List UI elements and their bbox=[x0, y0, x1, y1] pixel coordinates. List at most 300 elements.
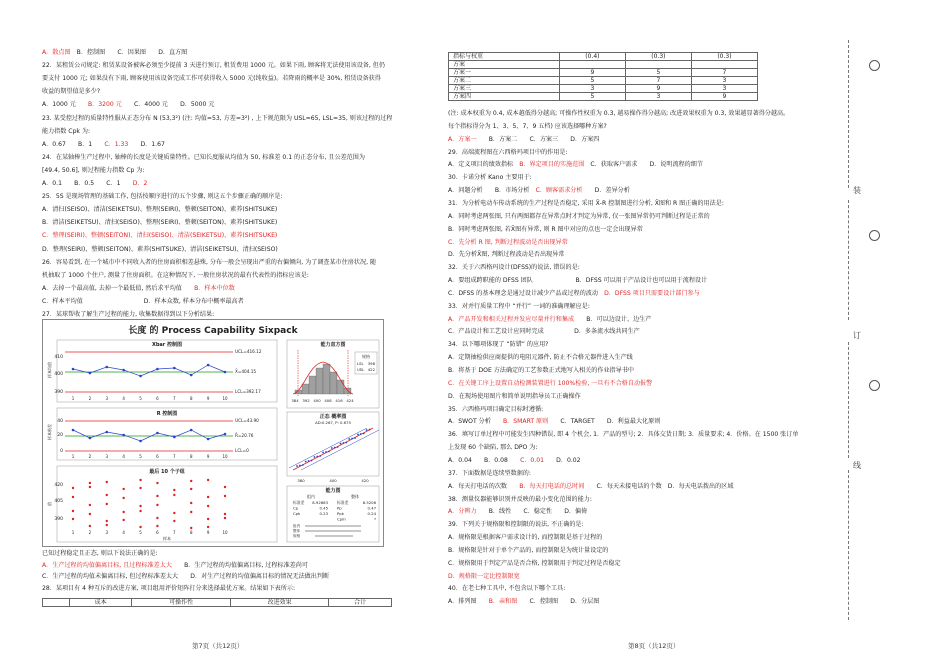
question-text: A．规格限是根据客户需求设计的, 而控制限是基于过程的 bbox=[448, 534, 603, 542]
left-line bbox=[42, 61, 385, 70]
hist-bar bbox=[337, 380, 344, 394]
r-xtick: 9 bbox=[206, 454, 210, 459]
binding-hole bbox=[869, 380, 880, 391]
right-line bbox=[448, 302, 590, 311]
cap-label-within: 组内 bbox=[293, 524, 301, 528]
table-cell: 3 bbox=[691, 85, 757, 93]
left-line bbox=[42, 153, 365, 162]
question-text: B．生产过程的均值偏离目标, 过程标准差尚可 bbox=[171, 561, 308, 569]
question-text: 29．高端流程图在六西格玛项目中的作用是: bbox=[448, 148, 568, 156]
prob-point bbox=[351, 438, 353, 440]
table-cell: 7 bbox=[625, 77, 691, 85]
left-line bbox=[42, 245, 278, 254]
last10-point bbox=[122, 488, 124, 490]
last10-point bbox=[207, 496, 209, 498]
r-ytick: 40 bbox=[57, 419, 63, 424]
xbar-point bbox=[224, 371, 227, 374]
cap-panel bbox=[287, 486, 379, 542]
cap-label-spec: 规格 bbox=[293, 534, 301, 538]
last10-point bbox=[224, 513, 226, 515]
within-value: 0.23 bbox=[319, 511, 328, 516]
question-text: [49.4, 50.6], 则过程能力指数 Cp 为: bbox=[42, 166, 145, 174]
table-cell: 7 bbox=[691, 69, 757, 77]
binding-hole bbox=[869, 230, 880, 241]
prob-point bbox=[345, 442, 347, 444]
question-text: C．规格限用于判定产品是否合格, 控制限用于判定过程是否稳定 bbox=[448, 559, 621, 567]
left-line bbox=[42, 140, 165, 149]
table-cell: 方案四 bbox=[449, 93, 560, 101]
prob-stats: AD:0.267, P: 0.675 bbox=[315, 420, 351, 425]
table-cell: 9 bbox=[691, 93, 757, 101]
last10-xtick: 6 bbox=[156, 530, 159, 535]
table-header-cell: 改进效果 bbox=[230, 599, 328, 607]
question-text: B．可以边设计、边生产 bbox=[574, 315, 652, 323]
binding-char-ding: 订 bbox=[853, 331, 861, 340]
prob-xtick: 400 bbox=[329, 478, 337, 483]
r-xtick: 8 bbox=[189, 454, 193, 459]
answer-text: A．产品开发和相关过程并发应尽量并行和集成 bbox=[448, 315, 575, 323]
xbar-xtick: 7 bbox=[173, 396, 176, 401]
prob-point bbox=[322, 452, 324, 454]
scheme-score-table bbox=[448, 52, 758, 101]
process-capability-sixpack bbox=[42, 319, 384, 547]
prob-point bbox=[354, 437, 356, 439]
right-line bbox=[448, 417, 660, 426]
last10-ylabel: 值 bbox=[47, 502, 52, 506]
r-xtick: 3 bbox=[105, 454, 109, 459]
xbar-center-label: X̄=404.15 bbox=[235, 369, 257, 374]
hist-xtick: 392 bbox=[302, 398, 310, 403]
left-after-line bbox=[42, 572, 329, 581]
last10-point bbox=[224, 517, 226, 519]
left-after-line bbox=[42, 549, 158, 558]
right-line bbox=[448, 212, 710, 221]
r-point bbox=[207, 438, 210, 441]
table-cell: 3 bbox=[559, 85, 625, 93]
xbar-chart-title: Xbar 控制图 bbox=[151, 342, 183, 348]
right-line bbox=[448, 379, 652, 388]
hist-bar bbox=[323, 364, 330, 394]
left-line bbox=[42, 166, 144, 175]
prob-point bbox=[340, 443, 342, 445]
within-value: 8.92683 bbox=[312, 500, 328, 505]
table-row bbox=[449, 53, 758, 61]
table-cell: 方案三 bbox=[449, 85, 560, 93]
table-cell: 3 bbox=[625, 93, 691, 101]
r-xtick: 1 bbox=[71, 454, 75, 459]
binding-margin bbox=[848, 0, 950, 672]
xbar-xtick: 3 bbox=[105, 396, 109, 401]
question-text: 30．卡诺分析 Kano 主要用于: bbox=[448, 174, 532, 182]
question-text: 37．下面数据是连续型数据的: bbox=[448, 469, 531, 477]
answer-text: D．规格限一定比控制限宽 bbox=[448, 572, 520, 580]
answer-text: C．顾客需求分析 bbox=[535, 187, 583, 195]
last10-ytick: 390 bbox=[54, 517, 63, 522]
page-number-8: 第8页（共12页） bbox=[628, 642, 680, 650]
right-line bbox=[448, 135, 599, 144]
question-text: 已知过程稳定且正态, 则以下说法正确的是: bbox=[42, 550, 158, 557]
answer-text: A．散点图 bbox=[42, 49, 71, 56]
question-text: A．0.67 B．1 bbox=[42, 140, 105, 148]
question-text: B．线性 C．稳定性 D．偏倚 bbox=[476, 508, 588, 516]
prob-point bbox=[366, 429, 368, 431]
left-line bbox=[42, 310, 214, 319]
question-text: 25．5S 是现场管理的基础工作, 包括按顺序进行的五个步骤, 则这五个步骤正确的顺序是: bbox=[42, 193, 283, 201]
xbar-point bbox=[89, 372, 92, 375]
answer-text: A．生产过程的均值偏离目标, 且过程标准差太大 bbox=[42, 561, 172, 569]
question-text: D．先分析X̄图, 判断过程波动是否出现异常 bbox=[448, 251, 565, 259]
answer-text: B．样本中位数 bbox=[194, 284, 235, 292]
answer-text: A．分辨力 bbox=[448, 508, 477, 516]
xbar-xtick: 9 bbox=[206, 396, 210, 401]
last10-xtick: 4 bbox=[122, 530, 125, 535]
answer-text: B．界定项目的实施范围 bbox=[519, 161, 585, 169]
left-after-line bbox=[42, 561, 308, 570]
question-text: 31．为分析电动车传动系统的生产过程是否稳定, 采用 X̄-R 控制图进行分析, X̄图和 R 图正确的用法是: bbox=[448, 199, 724, 207]
question-text: 26．容易看到, 在一个城市中不同收入者的住房面积相差悬殊, 分布一般会呈现出严重的右偏倾向, 为了调查某市住房状况, 随 bbox=[42, 258, 377, 266]
question-text: 40．在老七种工具中, 不包含以下哪个工具: bbox=[448, 585, 566, 593]
right-line bbox=[448, 597, 599, 606]
xbar-point bbox=[122, 369, 125, 372]
prob-point bbox=[311, 460, 313, 462]
left-line bbox=[42, 297, 244, 306]
r-xtick: 5 bbox=[139, 454, 142, 459]
prob-point bbox=[308, 460, 310, 462]
question-text: A．定义项目的绩效指标 bbox=[448, 161, 520, 169]
table-header-cell: 成本 bbox=[69, 599, 132, 607]
table-cell: 9 bbox=[559, 69, 625, 77]
cap-title: 能力图 bbox=[325, 488, 341, 494]
r-xtick: 10 bbox=[222, 454, 228, 459]
prob-point bbox=[369, 429, 371, 431]
hist-bar bbox=[330, 372, 337, 394]
question-text: A．要组成跨职能的 DFSS 团队 B．DFSS 可以用于产品设计也可以用于流程设计 bbox=[448, 277, 708, 285]
hist-bar bbox=[344, 388, 351, 394]
answer-text: C．整理(SEIRI)、整顿(SEITON)、清扫(SEISO)、清洁(SEIKETSU)、素养(SHITSUKE) bbox=[42, 232, 278, 240]
question-text: B．同时考虑两张图, 若X̄图有异常, 则 R 图中对应的点也一定会出现异常 bbox=[448, 225, 643, 233]
question-text: 收益的期望值是多少? bbox=[42, 88, 101, 96]
question-text: B．规格限是针对于单个产品的, 而控制限是为统计量设定的 bbox=[448, 546, 609, 554]
last10-point bbox=[190, 527, 192, 529]
question-text: 上发现 60 个缺陷, 那么 DPO 为: bbox=[448, 444, 538, 452]
last10-point bbox=[173, 489, 175, 491]
last10-point bbox=[122, 497, 124, 499]
table-cell: 3 bbox=[691, 77, 757, 85]
last10-xtick: 10 bbox=[222, 530, 228, 535]
question-text: D．差异分析 bbox=[582, 187, 630, 195]
overall-value: * bbox=[374, 516, 376, 522]
question-text: D．0.02 bbox=[543, 456, 581, 464]
last10-point bbox=[72, 496, 74, 498]
left-line bbox=[42, 231, 277, 240]
hist-xtick: 416 bbox=[335, 398, 343, 403]
answer-text: C．1.33 bbox=[104, 140, 129, 148]
xbar-xtick: 2 bbox=[88, 396, 92, 401]
last10-point bbox=[139, 505, 141, 507]
r-point bbox=[139, 440, 142, 443]
r-ylabel: 样本极差 bbox=[47, 424, 52, 440]
within-label: 标准差 bbox=[293, 500, 305, 505]
last10-point bbox=[207, 518, 209, 520]
last10-xtick: 1 bbox=[71, 530, 75, 535]
left-line bbox=[42, 284, 235, 293]
overall-title: 整体 bbox=[351, 494, 359, 499]
hist-xtick: 384 bbox=[291, 398, 299, 403]
left-line bbox=[42, 87, 100, 96]
last10-point bbox=[156, 517, 158, 519]
question-text: C．样本平均值 D．样本众数, 样本分布中概率最高者 bbox=[42, 297, 244, 305]
r-xtick: 4 bbox=[122, 454, 125, 459]
right-line bbox=[448, 225, 643, 234]
question-text: 38．测量仪器能够识别并反映的最小变化范围的能力: bbox=[448, 495, 592, 503]
right-line bbox=[448, 392, 581, 401]
page-7 bbox=[42, 0, 437, 672]
question-text: B．清洁(SEIKETSU)、清扫(SEISO)、整理(SEIRI)、整顿(SEITON)、素养(SHITSUKE) bbox=[42, 219, 278, 227]
r-point bbox=[122, 434, 125, 437]
question-text: 22．某租赁公司规定: 租赁某设备被客必须至少提前 3 天进行预订, 租赁费用 1000 元。如果下雨, 顾客将无法使用该设备, 但仍 bbox=[42, 62, 385, 70]
last10-point bbox=[89, 486, 91, 488]
question-text: A．同时考虑两张图, 只有两图都存在异常点时才判定为异常, 仅一张图异常仍可判断过程是正常的 bbox=[448, 212, 710, 220]
last10-point bbox=[139, 487, 141, 489]
r-point bbox=[72, 429, 75, 432]
prob-xtick: 380 bbox=[297, 478, 305, 483]
last10-point bbox=[156, 525, 158, 527]
question-text: C．产品设计和工艺设计应同时完成 D．多条流水线共同生产 bbox=[448, 328, 640, 336]
last10-point bbox=[89, 482, 91, 484]
r-point bbox=[224, 433, 227, 436]
table-cell: 9 bbox=[625, 85, 691, 93]
prob-point bbox=[363, 433, 365, 435]
answer-text: A．方案一 bbox=[448, 135, 477, 143]
prob-point bbox=[299, 465, 301, 467]
question-text: 机抽取了 1000 个住户, 测量了住房面积。在这种情况下, 一般住房状况的最有代表性的指标应该是: bbox=[42, 271, 309, 279]
prob-xtick: 420 bbox=[361, 478, 369, 483]
left-line bbox=[42, 271, 309, 280]
right-line bbox=[448, 584, 565, 593]
question-text: (注: 成本权重为 0.4, 成本越低得分越高; 可操作性权重为 0.3, 越易操作得分越高; 改进效果权重为 0.3, 效果越显著得分越高。 bbox=[448, 110, 790, 117]
xbar-point bbox=[156, 368, 159, 371]
question-text: A．1000 元 bbox=[42, 101, 88, 109]
sixpack-title: 长度 的 Process Capability Sixpack bbox=[128, 326, 298, 336]
question-text: A．SWOT 分析 bbox=[448, 418, 503, 426]
last10-point bbox=[72, 487, 74, 489]
r-chart-title: R 控制图 bbox=[156, 411, 178, 417]
xbar-ytick: 410 bbox=[54, 355, 63, 360]
xbar-point bbox=[105, 366, 108, 369]
overall-value: 0.47 bbox=[367, 505, 376, 511]
left-line bbox=[42, 74, 381, 83]
scheme-table-header bbox=[42, 598, 392, 607]
last10-point bbox=[173, 512, 175, 514]
last10-point bbox=[190, 502, 192, 504]
table-cell: 方案二 bbox=[449, 77, 560, 85]
last10-point bbox=[173, 520, 175, 522]
right-line bbox=[448, 173, 532, 182]
left-line bbox=[42, 114, 392, 123]
question-text: B．控制图 C．因果图 D．直方图 bbox=[70, 49, 188, 56]
prob-point bbox=[360, 433, 362, 435]
answer-text: C．0.01 bbox=[520, 456, 544, 464]
question-text: 33．对并行质量工程中 “并行” 一词的准确理解应是: bbox=[448, 302, 590, 310]
table-row bbox=[449, 69, 758, 77]
r-point bbox=[105, 431, 108, 434]
table-cell: (0.4) bbox=[559, 53, 625, 61]
r-lcl-label: LCL=0 bbox=[235, 448, 249, 453]
prob-point bbox=[316, 456, 318, 458]
overall-label: Pp bbox=[337, 505, 342, 511]
right-line bbox=[448, 559, 621, 568]
last10-point bbox=[89, 513, 91, 515]
usl-label: USL bbox=[357, 367, 365, 372]
answer-text: D．2 bbox=[132, 180, 148, 187]
last10-xtick: 5 bbox=[139, 530, 142, 535]
last10-title: 最后 10 个子组 bbox=[149, 469, 185, 475]
table-header-cell bbox=[43, 599, 70, 607]
last10-point bbox=[122, 511, 124, 513]
last10-point bbox=[139, 510, 141, 512]
table-cell: (0.3) bbox=[691, 53, 757, 61]
left-line bbox=[42, 205, 277, 214]
question-text: D．1.67 bbox=[128, 140, 165, 148]
last10-point bbox=[224, 495, 226, 497]
table-cell bbox=[625, 61, 691, 69]
xbar-point bbox=[173, 367, 176, 370]
right-line bbox=[448, 430, 798, 439]
r-point bbox=[173, 436, 176, 439]
hist-xtick: 400 bbox=[313, 398, 321, 403]
last10-point bbox=[207, 526, 209, 528]
prob-point bbox=[348, 438, 350, 440]
prob-title: 正态 概率图 bbox=[319, 414, 347, 420]
left-line bbox=[42, 127, 90, 136]
right-line bbox=[448, 148, 568, 157]
question-text: 36．填写订单过程中可能发生四种错误, 即 4 个机会, 1．产品的型号; 2．具体交货日期; 3．质量要求; 4．价格。在 1500 张订单 bbox=[448, 431, 799, 439]
right-line bbox=[448, 263, 580, 272]
right-line bbox=[448, 327, 640, 336]
prob-point bbox=[328, 451, 330, 453]
xbar-point bbox=[72, 368, 75, 371]
lsl-label: LSL bbox=[357, 361, 364, 366]
overall-label: Cpm bbox=[337, 516, 346, 522]
hist-bar bbox=[302, 384, 309, 394]
hist-bar bbox=[316, 368, 323, 394]
right-line bbox=[448, 469, 531, 478]
right-line bbox=[448, 366, 634, 375]
last10-point bbox=[106, 503, 108, 505]
last10-point bbox=[139, 526, 141, 528]
last10-point bbox=[106, 494, 108, 496]
right-line bbox=[448, 495, 592, 504]
question-text: A．每天打电话的次数 bbox=[448, 482, 520, 490]
last10-xtick: 3 bbox=[105, 530, 109, 535]
last10-point bbox=[122, 519, 124, 521]
last10-point bbox=[72, 510, 74, 512]
last10-point bbox=[89, 504, 91, 506]
question-text: C．TARGET D．利益最大化原则 bbox=[548, 418, 661, 426]
left-line bbox=[42, 218, 277, 227]
xbar-xtick: 5 bbox=[139, 396, 142, 401]
question-text: A．排列图 bbox=[448, 598, 489, 606]
right-line bbox=[448, 340, 548, 349]
last10-point bbox=[156, 504, 158, 506]
last10-point bbox=[190, 488, 192, 490]
question-text: A．0.04 B．0.08 bbox=[448, 456, 521, 464]
right-line bbox=[448, 250, 564, 259]
right-line bbox=[448, 315, 651, 324]
last10-ytick: 405 bbox=[54, 499, 63, 504]
last10-point bbox=[106, 481, 108, 483]
right-line bbox=[448, 109, 789, 118]
left-line bbox=[42, 179, 147, 188]
table-row bbox=[449, 77, 758, 85]
xbar-lcl-label: LCL=392.17 bbox=[235, 389, 261, 394]
right-line bbox=[448, 507, 587, 516]
overall-label: 标准差 bbox=[337, 500, 349, 505]
last10-point bbox=[89, 525, 91, 527]
r-xtick: 7 bbox=[173, 454, 176, 459]
xbar-point bbox=[139, 375, 142, 378]
question-text: 35．六西格玛项目确定目标时遵循: bbox=[448, 405, 544, 413]
within-value: 0.45 bbox=[319, 505, 328, 511]
binding-char-xian: 线 bbox=[853, 461, 861, 470]
left-after-line bbox=[42, 584, 295, 593]
xbar-point bbox=[207, 364, 210, 367]
left-line bbox=[42, 258, 376, 267]
last10-point bbox=[173, 494, 175, 496]
question-text: C．生产过程的均值未偏离目标, 但过程标准差太大 D．对生产过程的均值偏离目标的情况无法做出判断 bbox=[42, 573, 330, 581]
prob-point bbox=[334, 447, 336, 449]
prob-point bbox=[302, 464, 304, 466]
overall-label: Ppk bbox=[337, 511, 344, 516]
question-text: A．定期抽检供应商提供的电阻元器件, 防止不合格元器件进入生产线 bbox=[448, 354, 633, 362]
sixpack-charts bbox=[43, 320, 383, 546]
table-row bbox=[449, 85, 758, 93]
table-row bbox=[449, 61, 758, 69]
table-cell bbox=[691, 61, 757, 69]
question-text: A．去掉一个最高值, 去掉一个最低值, 然后求平均值 bbox=[42, 284, 195, 292]
r-xtick: 2 bbox=[88, 454, 92, 459]
xbar-ucl-label: UCL=416.12 bbox=[235, 349, 262, 354]
prob-point bbox=[357, 434, 359, 436]
prob-point bbox=[337, 446, 339, 448]
table-header-cell: 可操作性 bbox=[132, 599, 230, 607]
hist-title: 能力直方图 bbox=[320, 342, 346, 348]
question-text: D．整理(SEIRI)、整顿(SEITON)、素养(SHITSUKE)、清洁(SEIKETSU)、清扫(SEISO) bbox=[42, 245, 278, 253]
r-ytick: 0 bbox=[60, 449, 63, 454]
question-text: C．4000 元 D．5000 元 bbox=[121, 101, 215, 109]
within-label: Cp bbox=[293, 505, 299, 511]
answer-text: C．在关键工序上设置自动检测装置进行 100%检验, 一旦有不合格自动报警 bbox=[448, 379, 653, 387]
right-line bbox=[448, 122, 607, 131]
xbar-xtick: 4 bbox=[122, 396, 125, 401]
last10-xtick: 9 bbox=[206, 530, 210, 535]
xbar-xtick: 8 bbox=[189, 396, 193, 401]
prob-point bbox=[319, 455, 321, 457]
xbar-xtick: 6 bbox=[156, 396, 159, 401]
right-line bbox=[448, 276, 707, 285]
last10-point bbox=[190, 511, 192, 513]
left-line bbox=[42, 48, 187, 57]
question-text: 每个指标得分为 1、3、5、7、9 五档) 应该选择哪种方案? bbox=[448, 122, 607, 130]
prob-point bbox=[343, 442, 345, 444]
answer-text: B．3200 元 bbox=[88, 101, 122, 109]
last10-point bbox=[224, 486, 226, 488]
right-line bbox=[448, 533, 602, 542]
table-cell: 5 bbox=[625, 69, 691, 77]
question-text: A．清扫(SEISO)、清洁(SEIKETSU)、整理(SEIRI)、整顿(SEITON)、素养(SHITSUKE) bbox=[42, 206, 278, 214]
last10-xtick: 2 bbox=[88, 530, 92, 535]
right-line bbox=[448, 520, 584, 529]
